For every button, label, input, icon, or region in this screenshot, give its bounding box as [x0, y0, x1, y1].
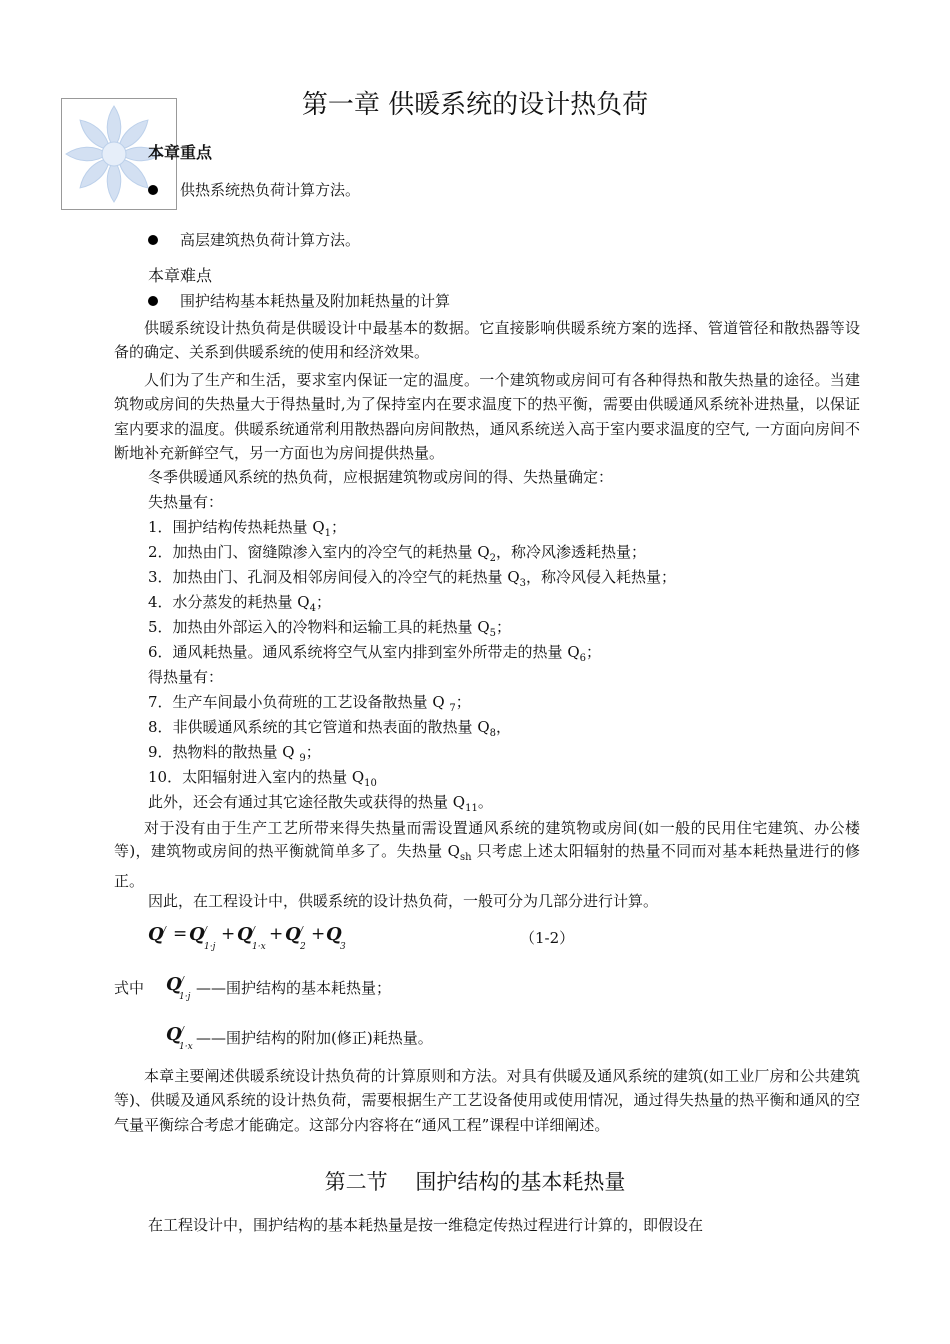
winter-intro: 冬季供暖通风系统的热负荷，应根据建筑物或房间的得、失热量确定： [148, 468, 614, 486]
gain-item: 8．非供暖通风系统的其它管道和热表面的散热量 $Q_8$， [148, 718, 512, 739]
bullet-icon [148, 185, 158, 195]
formula-number: （1-2） [520, 929, 575, 947]
gain-heading: 得热量有： [148, 668, 224, 686]
no-process-paragraph: 对于没有由于生产工艺所带来得失热量而需设置通风系统的建筑物或房间(如一般的民用住宅建筑、办公楼等)，建筑物或房间的热平衡就简单多了。失热量 $Q_{sh}$ 只考虑上述太阳辐射的热量不同而对基本耗热量进行的修正。 [114, 819, 861, 890]
last-line: 在工程设计中，围护结构的基本耗热量是按一维稳定传热过程进行计算的，即假设在 [148, 1216, 704, 1234]
loss-item: 1．围护结构传热耗热量 $Q_1$； [148, 518, 347, 539]
loss-item: 2．加热由门、窗缝隙渗入室内的冷空气的耗热量 $Q_2$，称冷风渗透耗热量； [148, 543, 647, 564]
other-heat-line: 此外，还会有通过其它途径散失或获得的热量 $Q_{11}$。 [148, 793, 493, 814]
gain-item: 10．太阳辐射进入室内的热量 $Q_{10}$ [148, 768, 377, 789]
loss-item: 5．加热由外部运入的冷物料和运输工具的耗热量 $Q_5$； [148, 618, 512, 639]
difficult-heading: 本章难点 [148, 266, 213, 285]
section-title: 第二节 围护结构的基本耗热量 [324, 1170, 626, 1194]
intro-paragraph-1: 供暖系统设计热负荷是供暖设计中最基本的数据。它直接影响供暖系统方案的选择、管道管径和散热器等设备的确定、关系到供暖系统的使用和经济效果。 [114, 319, 860, 362]
loss-item: 3．加热由门、孔洞及相邻房间侵入的冷空气的耗热量 $Q_3$，称冷风侵入耗热量； [148, 568, 677, 589]
key-points-heading: 本章重点 [148, 143, 213, 162]
bullet-icon [148, 235, 158, 245]
therefore-line: 因此，在工程设计中，供暖系统的设计热负荷，一般可分为几部分进行计算。 [148, 892, 659, 910]
chapter-title: 第一章 供暖系统的设计热负荷 [301, 90, 649, 120]
bullet-icon [148, 296, 158, 306]
chapter-scope-paragraph: 本章主要阐述供暖系统设计热负荷的计算原则和方法。对具有供暖及通风系统的建筑(如工业厂房和公共建筑等)、供暖及通风系统的设计热负荷，需要根据生产工艺设备使用或使用情况，通过得失热量的热平衡和通风的空气量平衡综合考虑才能确定。这部分内容将在“通风工程”课程中详细阐述。 [114, 1067, 860, 1134]
key-point-2: 高层建筑热负荷计算方法。 [180, 231, 361, 249]
loss-heading: 失热量有： [148, 493, 224, 511]
loss-item: 6．通风耗热量。通风系统将空气从室内排到室外所带走的热量 $Q_6$； [148, 643, 602, 664]
gain-item: 7．生产车间最小负荷班的工艺设备散热量 Q $_7$； [148, 693, 471, 714]
definition-additional: Q / 1·x ——围护结构的附加(修正)耗热量。 [166, 1024, 433, 1052]
intro-paragraph-2: 人们为了生产和生活，要求室内保证一定的温度。一个建筑物或房间可有各种得热和散失热量的途径。当建筑物或房间的失热量大于得热量时,为了保持室内在要求温度下的热平衡，需要由供暖通风系统补进热量，以保证室内要求的温度。供暖系统通常利用散热器向房间散热，通风系统送入高于室内要求温度的空气, 一方面向房间不断地补充新鲜空气，另一方面也为房间提供热量。 [114, 371, 860, 462]
difficult-point-1: 围护结构基本耗热量及附加耗热量的计算 [180, 292, 451, 310]
definition-basic: Q / 1·j ——围护结构的基本耗热量； [166, 974, 392, 1002]
formula-1-2: Q / = Q / 1·j + Q / 1·x + Q / 2 + Q 3 [148, 924, 346, 952]
key-point-1: 供热系统热负荷计算方法。 [180, 181, 361, 199]
gain-item: 9．热物料的散热量 Q $_9$； [148, 743, 321, 764]
loss-item: 4．水分蒸发的耗热量 $Q_4$； [148, 593, 332, 614]
where-label: 式中 [114, 979, 145, 997]
